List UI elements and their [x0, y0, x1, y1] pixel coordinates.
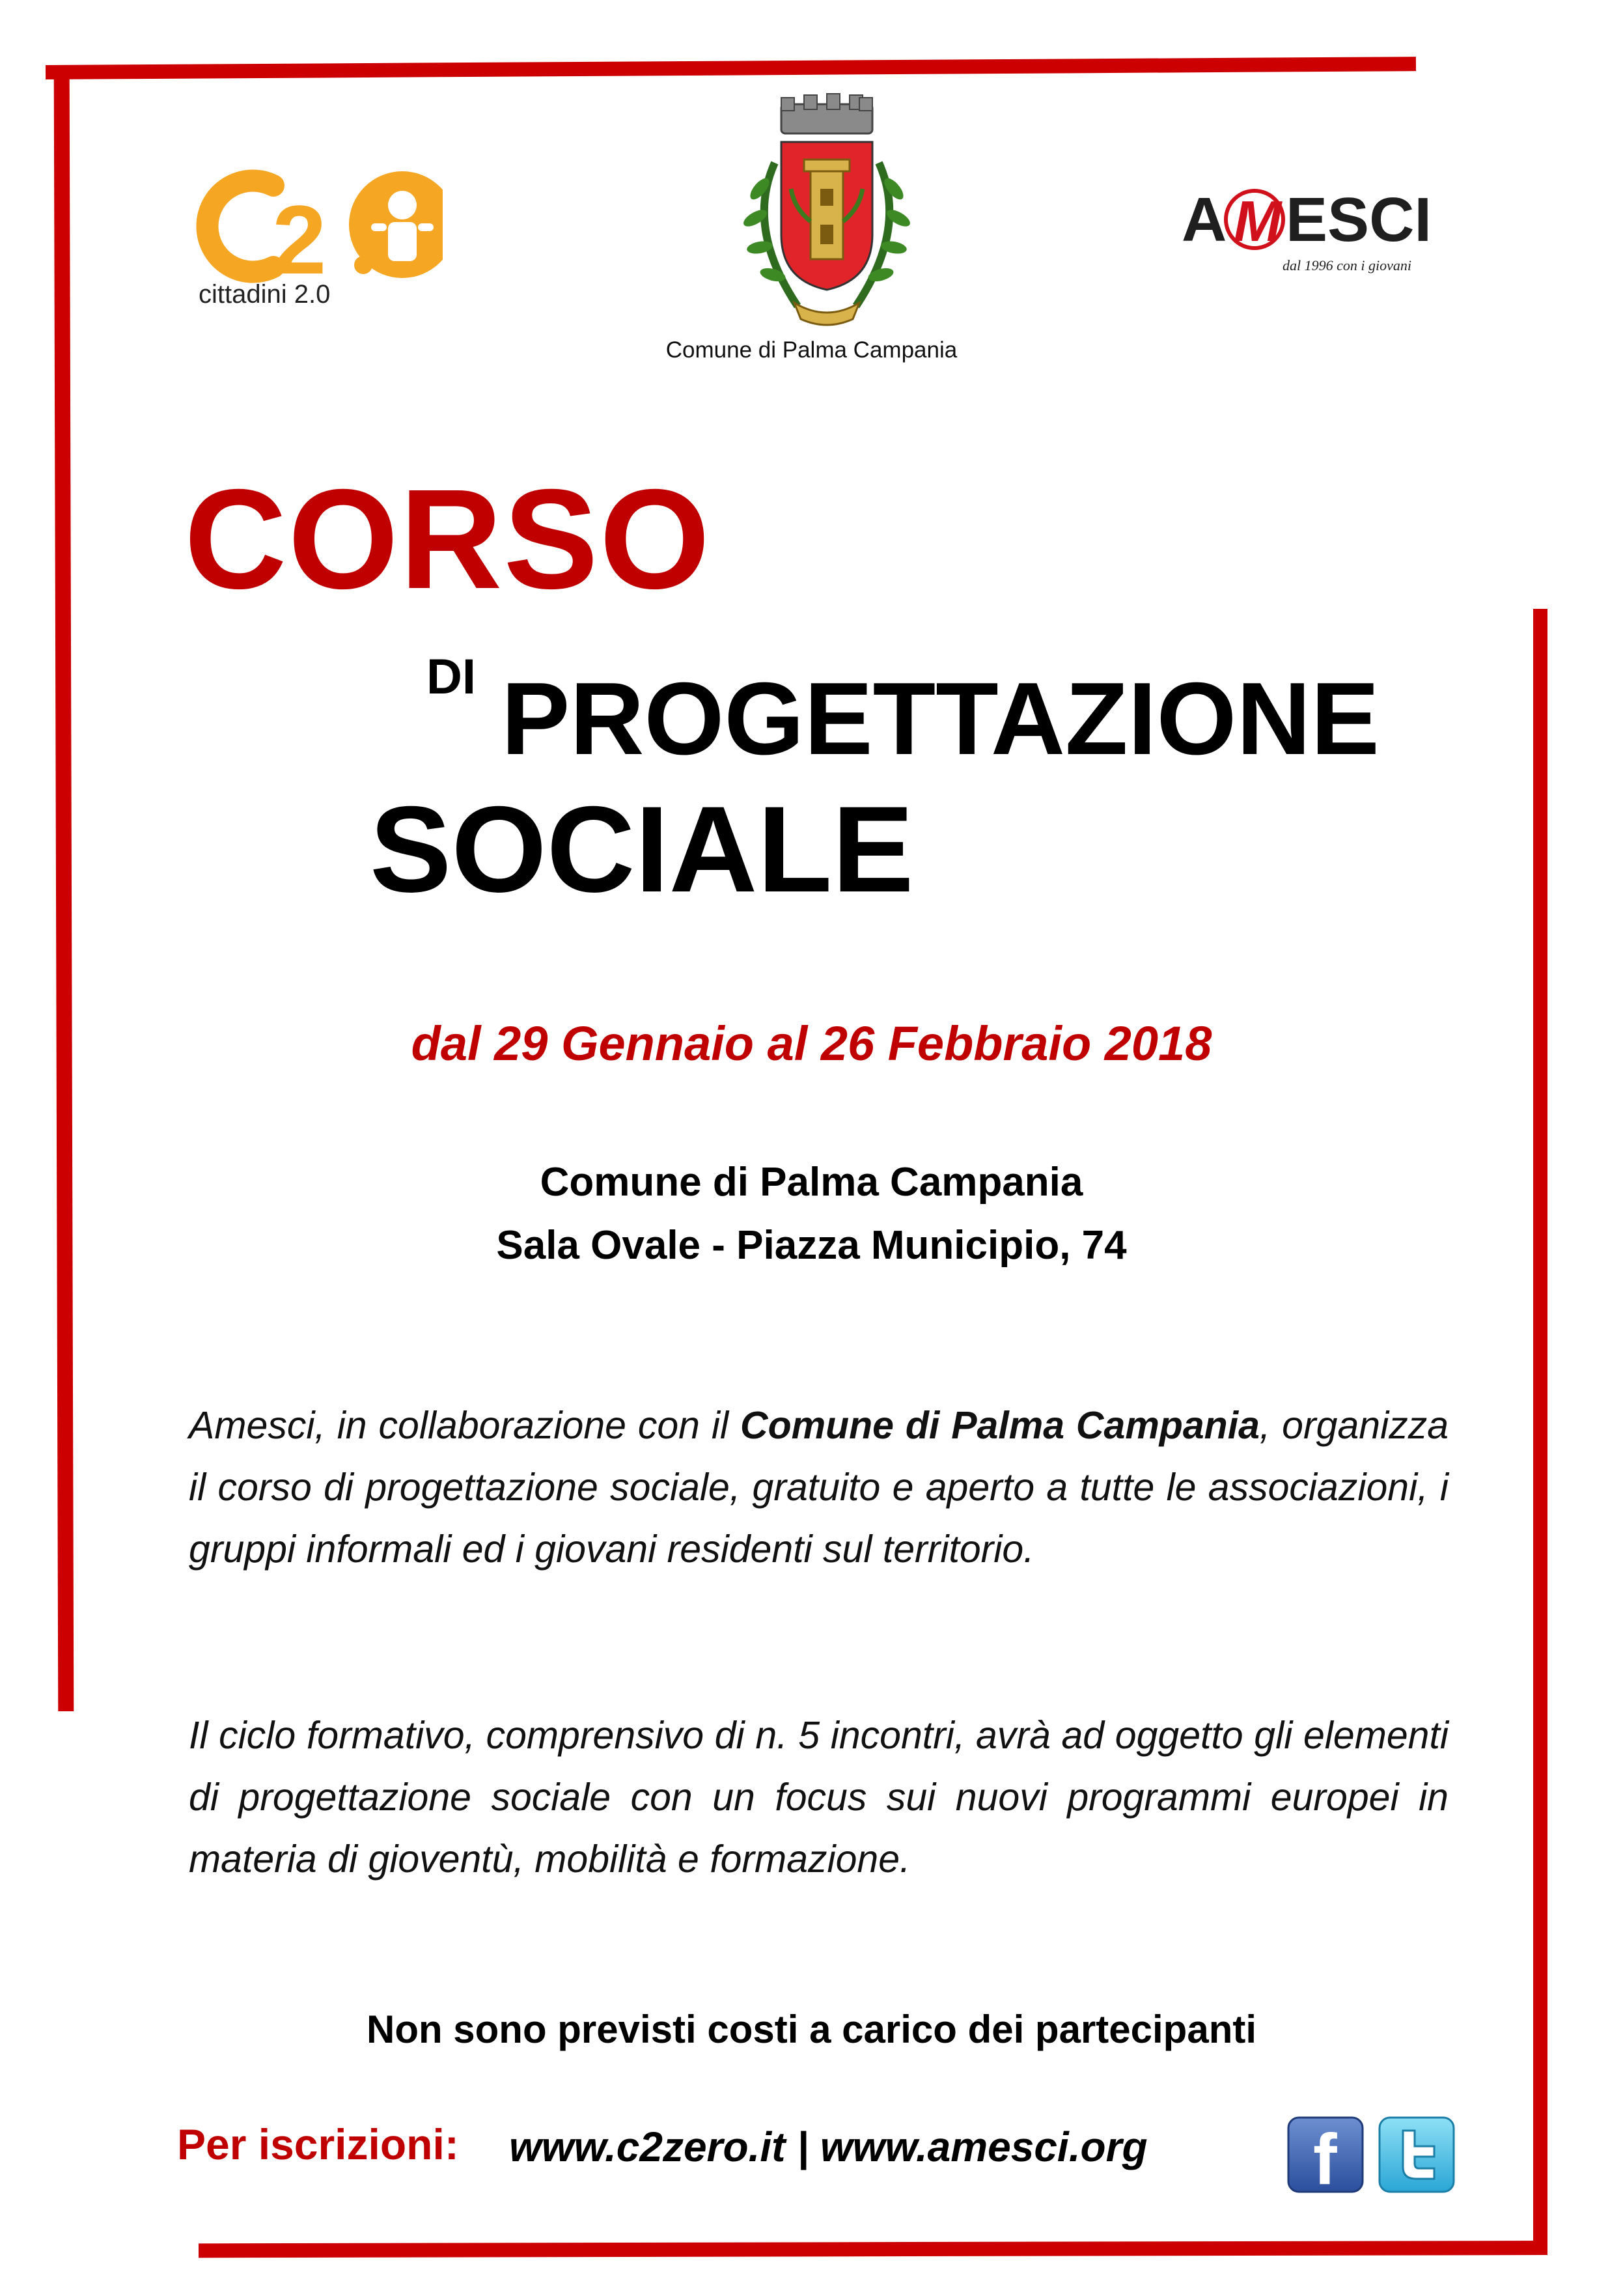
frame-bottom-bar [199, 2241, 1547, 2258]
title-corso: CORSO [184, 460, 712, 619]
c2-logo-caption: cittadini 2.0 [199, 280, 331, 309]
registration-label: Per iscrizioni: [177, 2120, 459, 2168]
paragraph-1-rest: , organizza il corso di progettazione sociale, gratuito e aperto a tutte le associazioni, i gruppi informali ed i giovani residenti sul territorio. [189, 1404, 1449, 1571]
municipal-crest [719, 91, 934, 339]
description-paragraph-1 [189, 1395, 1449, 1580]
title-progettazione: PROGETTAZIONE [501, 662, 1380, 776]
title-sociale: SOCIALE [370, 781, 914, 917]
registration-links[interactable]: www.c2zero.it | www.amesci.org [509, 2123, 1148, 2170]
no-cost-notice: Non sono previsti costi a carico dei partecipanti [366, 2008, 1257, 2051]
paragraph-1-bold: Comune di Palma Campania [740, 1404, 1260, 1447]
course-dates: dal 29 Gennaio al 26 Febbraio 2018 [411, 1016, 1212, 1071]
frame-left-bar [54, 70, 74, 1711]
venue-line-1: Comune di Palma Campania [540, 1160, 1083, 1205]
svg-text:2: 2 [272, 185, 327, 294]
amesci-letter-m: M [1234, 189, 1282, 253]
frame-right-bar [1533, 609, 1547, 2250]
paragraph-1-intro: Amesci, in collaborazione con il [189, 1404, 740, 1447]
amesci-letters-esci: ESCI [1286, 185, 1432, 255]
title-di: DI [426, 649, 476, 705]
crest-caption: Comune di Palma Campania [665, 337, 958, 363]
amesci-tagline: dal 1996 con i giovani [1283, 257, 1411, 273]
venue-line-2: Sala Ovale - Piazza Municipio, 74 [496, 1223, 1127, 1268]
description-paragraph-2: Il ciclo formativo, comprensivo di n. 5 incontri, avrà ad oggetto gli elementi di progettazione sociale con un focus sui nuovi programmi europei in materia di gioventù, mobilità e formazione. [189, 1714, 1449, 1881]
facebook-icon[interactable] [1287, 2116, 1364, 2193]
svg-text:f: f [1313, 2120, 1337, 2193]
amesci-logo [1182, 179, 1442, 283]
frame-top-bar [46, 57, 1416, 79]
twitter-icon[interactable] [1378, 2116, 1455, 2193]
amesci-letter-a: A [1182, 185, 1227, 255]
